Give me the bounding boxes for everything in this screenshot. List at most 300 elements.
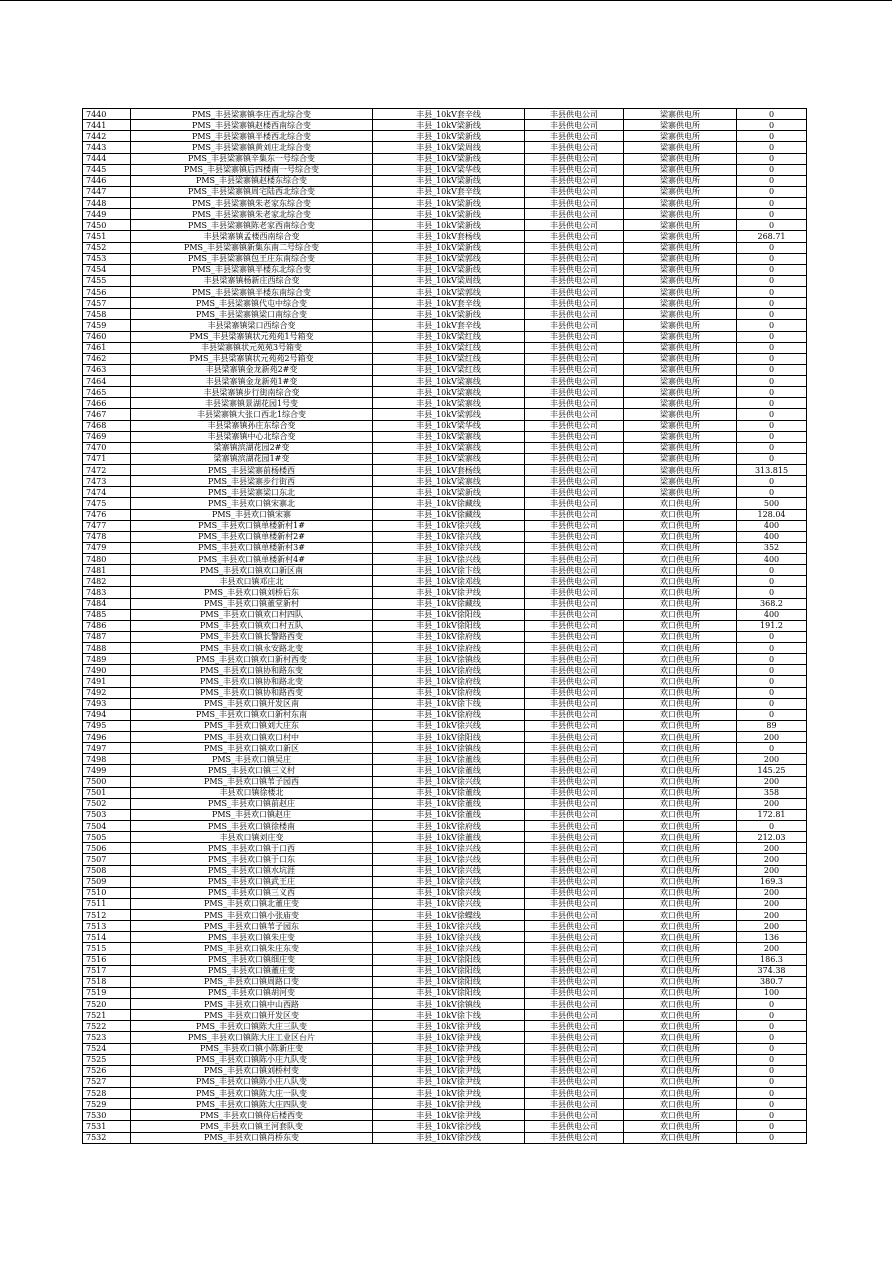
table-row — [83, 1010, 807, 1021]
table-row — [83, 698, 807, 709]
station-name-cell: PMS_丰县欢口镇陈小庄八队变 — [131, 1076, 373, 1087]
table-row — [83, 442, 807, 453]
station-name-cell: PMS_丰县梁寨镇周宅陆西北综合变 — [131, 186, 373, 197]
supply-station-cell: 欢口供电所 — [624, 1065, 737, 1076]
value-cell: 0 — [737, 120, 807, 131]
company-cell: 丰县供电公司 — [525, 453, 624, 464]
value-cell: 0 — [737, 342, 807, 353]
supply-station-cell: 梁寨供电所 — [624, 220, 737, 231]
company-cell: 丰县供电公司 — [525, 287, 624, 298]
table-row — [83, 253, 807, 264]
supply-station-cell: 梁寨供电所 — [624, 242, 737, 253]
station-name-cell: PMS_丰县梁寨镇梁口南综合变 — [131, 309, 373, 320]
table-row — [83, 275, 807, 286]
table-row — [83, 153, 807, 164]
supply-station-cell: 梁寨供电所 — [624, 387, 737, 398]
supply-station-cell: 欢口供电所 — [624, 720, 737, 731]
company-cell: 丰县供电公司 — [525, 1010, 624, 1021]
value-cell: 169.3 — [737, 876, 807, 887]
row-number-cell: 7498 — [83, 754, 131, 765]
value-cell: 0 — [737, 109, 807, 120]
supply-station-cell: 欢口供电所 — [624, 576, 737, 587]
feeder-line-cell: 丰县_10kV徐董线 — [373, 765, 525, 776]
table-row — [83, 554, 807, 565]
company-cell: 丰县供电公司 — [525, 732, 624, 743]
supply-station-cell: 欢口供电所 — [624, 910, 737, 921]
supply-station-cell: 梁寨供电所 — [624, 175, 737, 186]
company-cell: 丰县供电公司 — [525, 353, 624, 364]
station-name-cell: PMS_丰县梁寨镇代屯中综合变 — [131, 298, 373, 309]
supply-station-cell: 梁寨供电所 — [624, 298, 737, 309]
feeder-line-cell: 丰县_10kV徐府线 — [373, 687, 525, 698]
feeder-line-cell: 丰县_10kV梁郭线 — [373, 409, 525, 420]
supply-station-cell: 欢口供电所 — [624, 932, 737, 943]
row-number-cell: 7523 — [83, 1032, 131, 1043]
feeder-line-cell: 丰县_10kV梁郭线 — [373, 253, 525, 264]
row-number-cell: 7470 — [83, 442, 131, 453]
row-number-cell: 7522 — [83, 1021, 131, 1032]
table-row — [83, 398, 807, 409]
value-cell: 136 — [737, 932, 807, 943]
feeder-line-cell: 丰县_10kV徐兴线 — [373, 776, 525, 787]
value-cell: 0 — [737, 1132, 807, 1143]
row-number-cell: 7480 — [83, 554, 131, 565]
row-number-cell: 7482 — [83, 576, 131, 587]
station-name-cell: 梁寨镇滨湖花园2#变 — [131, 442, 373, 453]
row-number-cell: 7472 — [83, 465, 131, 476]
supply-station-cell: 梁寨供电所 — [624, 287, 737, 298]
row-number-cell: 7511 — [83, 898, 131, 909]
feeder-line-cell: 丰县_10kV徐尹线 — [373, 1076, 525, 1087]
feeder-line-cell: 丰县_10kV徐尹线 — [373, 1065, 525, 1076]
feeder-line-cell: 丰县_10kV徐尹线 — [373, 1088, 525, 1099]
supply-station-cell: 欢口供电所 — [624, 854, 737, 865]
table-row — [83, 609, 807, 620]
company-cell: 丰县供电公司 — [525, 876, 624, 887]
table-row — [83, 798, 807, 809]
feeder-line-cell: 丰县_10kV徐镇线 — [373, 743, 525, 754]
supply-station-cell: 梁寨供电所 — [624, 275, 737, 286]
row-number-cell: 7444 — [83, 153, 131, 164]
table-row — [83, 821, 807, 832]
row-number-cell: 7450 — [83, 220, 131, 231]
supply-station-cell: 欢口供电所 — [624, 809, 737, 820]
table-row — [83, 242, 807, 253]
supply-station-cell: 欢口供电所 — [624, 676, 737, 687]
value-cell: 0 — [737, 643, 807, 654]
feeder-line-cell: 丰县_10kV套辛线 — [373, 109, 525, 120]
station-name-cell: 丰县梁寨镇孟楼西南综合变 — [131, 231, 373, 242]
row-number-cell: 7461 — [83, 342, 131, 353]
supply-station-cell: 欢口供电所 — [624, 531, 737, 542]
supply-station-cell: 欢口供电所 — [624, 954, 737, 965]
value-cell: 0 — [737, 431, 807, 442]
value-cell: 0 — [737, 186, 807, 197]
station-name-cell: PMS_丰县梁寨镇李庄西北综合变 — [131, 109, 373, 120]
value-cell: 0 — [737, 253, 807, 264]
supply-station-cell: 梁寨供电所 — [624, 376, 737, 387]
company-cell: 丰县供电公司 — [525, 821, 624, 832]
value-cell: 0 — [737, 209, 807, 220]
value-cell: 400 — [737, 554, 807, 565]
station-name-cell: PMS_丰县欢口镇朱庄变 — [131, 932, 373, 943]
row-number-cell: 7452 — [83, 242, 131, 253]
feeder-line-cell: 丰县_10kV徐尹线 — [373, 1021, 525, 1032]
row-number-cell: 7500 — [83, 776, 131, 787]
value-cell: 0 — [737, 142, 807, 153]
row-number-cell: 7527 — [83, 1076, 131, 1087]
supply-station-cell: 梁寨供电所 — [624, 120, 737, 131]
feeder-line-cell: 丰县_10kV徐兴线 — [373, 720, 525, 731]
station-name-cell: PMS_丰县欢口镇欢口村五队 — [131, 620, 373, 631]
station-name-cell: PMS_丰县欢口镇董庄变 — [131, 965, 373, 976]
table-row — [83, 676, 807, 687]
row-number-cell: 7481 — [83, 565, 131, 576]
value-cell: 0 — [737, 442, 807, 453]
feeder-line-cell: 丰县_10kV徐藏线 — [373, 598, 525, 609]
row-number-cell: 7493 — [83, 698, 131, 709]
company-cell: 丰县供电公司 — [525, 1110, 624, 1121]
company-cell: 丰县供电公司 — [525, 854, 624, 865]
company-cell: 丰县供电公司 — [525, 264, 624, 275]
station-name-cell: PMS_丰县欢口镇水坑涯 — [131, 865, 373, 876]
company-cell: 丰县供电公司 — [525, 1054, 624, 1065]
value-cell: 200 — [737, 921, 807, 932]
company-cell: 丰县供电公司 — [525, 676, 624, 687]
supply-station-cell: 梁寨供电所 — [624, 420, 737, 431]
supply-station-cell: 梁寨供电所 — [624, 142, 737, 153]
table-row — [83, 1021, 807, 1032]
value-cell: 0 — [737, 1010, 807, 1021]
supply-station-cell: 欢口供电所 — [624, 832, 737, 843]
transformer-table — [82, 108, 807, 1144]
station-name-cell: PMS_丰县梁寨镇包王庄东南综合变 — [131, 253, 373, 264]
company-cell: 丰县供电公司 — [525, 231, 624, 242]
supply-station-cell: 欢口供电所 — [624, 1054, 737, 1065]
feeder-line-cell: 丰县_10kV梁寨线 — [373, 431, 525, 442]
station-name-cell: PMS_丰县梁寨镇赵楼西南综合变 — [131, 120, 373, 131]
station-name-cell: PMS_丰县欢口镇单楼新村1# — [131, 520, 373, 531]
company-cell: 丰县供电公司 — [525, 609, 624, 620]
station-name-cell: 丰县欢口镇邓庄北 — [131, 576, 373, 587]
row-number-cell: 7518 — [83, 976, 131, 987]
table-row — [83, 1076, 807, 1087]
row-number-cell: 7530 — [83, 1110, 131, 1121]
company-cell: 丰县供电公司 — [525, 1088, 624, 1099]
supply-station-cell: 梁寨供电所 — [624, 398, 737, 409]
company-cell: 丰县供电公司 — [525, 631, 624, 642]
table-row — [83, 1032, 807, 1043]
row-number-cell: 7516 — [83, 954, 131, 965]
company-cell: 丰县供电公司 — [525, 253, 624, 264]
company-cell: 丰县供电公司 — [525, 420, 624, 431]
supply-station-cell: 梁寨供电所 — [624, 131, 737, 142]
value-cell: 200 — [737, 732, 807, 743]
table-row — [83, 732, 807, 743]
value-cell: 0 — [737, 1088, 807, 1099]
company-cell: 丰县供电公司 — [525, 342, 624, 353]
company-cell: 丰县供电公司 — [525, 843, 624, 854]
feeder-line-cell: 丰县_10kV梁新线 — [373, 220, 525, 231]
table-row — [83, 431, 807, 442]
station-name-cell: PMS_丰县欢口镇永安路北变 — [131, 643, 373, 654]
row-number-cell: 7520 — [83, 999, 131, 1010]
row-number-cell: 7488 — [83, 643, 131, 654]
table-row — [83, 598, 807, 609]
value-cell: 89 — [737, 720, 807, 731]
row-number-cell: 7478 — [83, 531, 131, 542]
feeder-line-cell: 丰县_10kV徐尹线 — [373, 1032, 525, 1043]
company-cell: 丰县供电公司 — [525, 175, 624, 186]
supply-station-cell: 梁寨供电所 — [624, 342, 737, 353]
supply-station-cell: 梁寨供电所 — [624, 209, 737, 220]
company-cell: 丰县供电公司 — [525, 620, 624, 631]
table-row — [83, 342, 807, 353]
row-number-cell: 7505 — [83, 832, 131, 843]
supply-station-cell: 欢口供电所 — [624, 821, 737, 832]
supply-station-cell: 欢口供电所 — [624, 787, 737, 798]
value-cell: 186.3 — [737, 954, 807, 965]
company-cell: 丰县供电公司 — [525, 887, 624, 898]
table-row — [83, 754, 807, 765]
supply-station-cell: 梁寨供电所 — [624, 309, 737, 320]
table-row — [83, 765, 807, 776]
station-name-cell: PMS_丰县欢口镇宋寨北 — [131, 498, 373, 509]
station-name-cell: PMS_丰县梁寨镇黄刘庄北综合变 — [131, 142, 373, 153]
supply-station-cell: 欢口供电所 — [624, 1043, 737, 1054]
row-number-cell: 7467 — [83, 409, 131, 420]
feeder-line-cell: 丰县_10kV徐尹线 — [373, 1110, 525, 1121]
table-row — [83, 976, 807, 987]
company-cell: 丰县供电公司 — [525, 965, 624, 976]
row-number-cell: 7477 — [83, 520, 131, 531]
supply-station-cell: 梁寨供电所 — [624, 453, 737, 464]
feeder-line-cell: 丰县_10kV徐尹线 — [373, 587, 525, 598]
feeder-line-cell: 丰县_10kV徐董线 — [373, 809, 525, 820]
value-cell: 200 — [737, 854, 807, 865]
supply-station-cell: 欢口供电所 — [624, 1010, 737, 1021]
station-name-cell: PMS_丰县欢口镇协和路北变 — [131, 676, 373, 687]
station-name-cell: PMS_丰县梁寨镇新集东南二号综合变 — [131, 242, 373, 253]
feeder-line-cell: 丰县_10kV徐董线 — [373, 832, 525, 843]
row-number-cell: 7515 — [83, 943, 131, 954]
company-cell: 丰县供电公司 — [525, 298, 624, 309]
station-name-cell: PMS_丰县欢口镇于口东 — [131, 854, 373, 865]
feeder-line-cell: 丰县_10kV梁华线 — [373, 420, 525, 431]
feeder-line-cell: 丰县_10kV梁新线 — [373, 264, 525, 275]
table-row — [83, 631, 807, 642]
row-number-cell: 7503 — [83, 809, 131, 820]
feeder-line-cell: 丰县_10kV徐董线 — [373, 754, 525, 765]
company-cell: 丰县供电公司 — [525, 331, 624, 342]
company-cell: 丰县供电公司 — [525, 153, 624, 164]
company-cell: 丰县供电公司 — [525, 209, 624, 220]
company-cell: 丰县供电公司 — [525, 465, 624, 476]
feeder-line-cell: 丰县_10kV梁新线 — [373, 242, 525, 253]
value-cell: 0 — [737, 320, 807, 331]
company-cell: 丰县供电公司 — [525, 687, 624, 698]
table-row — [83, 910, 807, 921]
station-name-cell: PMS_丰县欢口镇于口西 — [131, 843, 373, 854]
row-number-cell: 7455 — [83, 275, 131, 286]
station-name-cell: PMS_丰县欢口镇细庄变 — [131, 954, 373, 965]
table-row — [83, 987, 807, 998]
company-cell: 丰县供电公司 — [525, 387, 624, 398]
feeder-line-cell: 丰县_10kV梁新线 — [373, 153, 525, 164]
table-row — [83, 331, 807, 342]
table-row — [83, 1110, 807, 1121]
value-cell: 500 — [737, 498, 807, 509]
feeder-line-cell: 丰县_10kV徐沙线 — [373, 1132, 525, 1143]
station-name-cell: PMS_丰县欢口镇开发区南 — [131, 698, 373, 709]
value-cell: 200 — [737, 843, 807, 854]
value-cell: 191.2 — [737, 620, 807, 631]
company-cell: 丰县供电公司 — [525, 910, 624, 921]
supply-station-cell: 梁寨供电所 — [624, 253, 737, 264]
row-number-cell: 7475 — [83, 498, 131, 509]
station-name-cell: PMS_丰县欢口镇三义西 — [131, 887, 373, 898]
company-cell: 丰县供电公司 — [525, 932, 624, 943]
row-number-cell: 7513 — [83, 921, 131, 932]
table-row — [83, 298, 807, 309]
station-name-cell: PMS_丰县梁寨镇半楼东北综合变 — [131, 264, 373, 275]
company-cell: 丰县供电公司 — [525, 565, 624, 576]
value-cell: 212.03 — [737, 832, 807, 843]
value-cell: 0 — [737, 576, 807, 587]
row-number-cell: 7471 — [83, 453, 131, 464]
feeder-line-cell: 丰县_10kV梁寨线 — [373, 476, 525, 487]
value-cell: 0 — [737, 364, 807, 375]
row-number-cell: 7514 — [83, 932, 131, 943]
feeder-line-cell: 丰县_10kV套辛线 — [373, 320, 525, 331]
value-cell: 268.71 — [737, 231, 807, 242]
row-number-cell: 7441 — [83, 120, 131, 131]
company-cell: 丰县供电公司 — [525, 131, 624, 142]
station-name-cell: PMS_丰县欢口镇陈小庄九队变 — [131, 1054, 373, 1065]
value-cell: 172.81 — [737, 809, 807, 820]
supply-station-cell: 欢口供电所 — [624, 1110, 737, 1121]
value-cell: 0 — [737, 631, 807, 642]
value-cell: 128.04 — [737, 509, 807, 520]
feeder-line-cell: 丰县_10kV徐兴线 — [373, 887, 525, 898]
row-number-cell: 7526 — [83, 1065, 131, 1076]
row-number-cell: 7490 — [83, 665, 131, 676]
feeder-line-cell: 丰县_10kV徐尹线 — [373, 1043, 525, 1054]
company-cell: 丰县供电公司 — [525, 1021, 624, 1032]
supply-station-cell: 梁寨供电所 — [624, 364, 737, 375]
table-row — [83, 965, 807, 976]
value-cell: 0 — [737, 676, 807, 687]
value-cell: 0 — [737, 1043, 807, 1054]
table-row — [83, 231, 807, 242]
station-name-cell: PMS_丰县欢口镇朱庄东变 — [131, 943, 373, 954]
feeder-line-cell: 丰县_10kV梁华线 — [373, 164, 525, 175]
station-name-cell: PMS_丰县欢口镇陈大庄一队变 — [131, 1088, 373, 1099]
company-cell: 丰县供电公司 — [525, 720, 624, 731]
value-cell: 0 — [737, 309, 807, 320]
feeder-line-cell: 丰县_10kV徐邓线 — [373, 576, 525, 587]
value-cell: 0 — [737, 565, 807, 576]
value-cell: 100 — [737, 987, 807, 998]
station-name-cell: PMS_丰县欢口镇苇子园东 — [131, 921, 373, 932]
value-cell: 200 — [737, 776, 807, 787]
row-number-cell: 7487 — [83, 631, 131, 642]
value-cell: 400 — [737, 531, 807, 542]
feeder-line-cell: 丰县_10kV梁寨线 — [373, 453, 525, 464]
supply-station-cell: 梁寨供电所 — [624, 320, 737, 331]
value-cell: 0 — [737, 587, 807, 598]
table-row — [83, 198, 807, 209]
feeder-line-cell: 丰县_10kV徐府线 — [373, 631, 525, 642]
table-row — [83, 387, 807, 398]
row-number-cell: 7494 — [83, 709, 131, 720]
company-cell: 丰县供电公司 — [525, 1032, 624, 1043]
row-number-cell: 7449 — [83, 209, 131, 220]
supply-station-cell: 梁寨供电所 — [624, 153, 737, 164]
table-row — [83, 954, 807, 965]
station-name-cell: PMS_丰县欢口镇单楼新村3# — [131, 542, 373, 553]
feeder-line-cell: 丰县_10kV梁寨线 — [373, 376, 525, 387]
company-cell: 丰县供电公司 — [525, 898, 624, 909]
company-cell: 丰县供电公司 — [525, 754, 624, 765]
table-row — [83, 943, 807, 954]
table-row — [83, 687, 807, 698]
value-cell: 0 — [737, 376, 807, 387]
station-name-cell: PMS_丰县欢口镇肖桥东变 — [131, 1132, 373, 1143]
feeder-line-cell: 丰县_10kV梁郭线 — [373, 287, 525, 298]
table-row — [83, 320, 807, 331]
value-cell: 0 — [737, 709, 807, 720]
table-row — [83, 620, 807, 631]
table-row — [83, 843, 807, 854]
supply-station-cell: 梁寨供电所 — [624, 476, 737, 487]
value-cell: 200 — [737, 898, 807, 909]
station-name-cell: PMS_丰县梁寨梁口东北 — [131, 487, 373, 498]
feeder-line-cell: 丰县_10kV梁新线 — [373, 198, 525, 209]
supply-station-cell: 梁寨供电所 — [624, 353, 737, 364]
value-cell: 0 — [737, 698, 807, 709]
value-cell: 0 — [737, 665, 807, 676]
row-number-cell: 7519 — [83, 987, 131, 998]
supply-station-cell: 梁寨供电所 — [624, 409, 737, 420]
row-number-cell: 7528 — [83, 1088, 131, 1099]
station-name-cell: PMS_丰县欢口镇小陈新庄变 — [131, 1043, 373, 1054]
company-cell: 丰县供电公司 — [525, 765, 624, 776]
company-cell: 丰县供电公司 — [525, 431, 624, 442]
table-row — [83, 287, 807, 298]
table-row — [83, 542, 807, 553]
station-name-cell: PMS_丰县欢口镇单楼新村2# — [131, 531, 373, 542]
company-cell: 丰县供电公司 — [525, 1099, 624, 1110]
table-row — [83, 1043, 807, 1054]
row-number-cell: 7489 — [83, 654, 131, 665]
value-cell: 380.7 — [737, 976, 807, 987]
company-cell: 丰县供电公司 — [525, 109, 624, 120]
supply-station-cell: 欢口供电所 — [624, 887, 737, 898]
feeder-line-cell: 丰县_10kV徐兴线 — [373, 542, 525, 553]
value-cell: 0 — [737, 1099, 807, 1110]
value-cell: 0 — [737, 453, 807, 464]
table-row — [83, 565, 807, 576]
station-name-cell: PMS_丰县欢口镇吴庄 — [131, 754, 373, 765]
table-row — [83, 220, 807, 231]
table-row — [83, 476, 807, 487]
company-cell: 丰县供电公司 — [525, 442, 624, 453]
station-name-cell: PMS_丰县欢口镇徐楼南 — [131, 821, 373, 832]
station-name-cell: PMS_丰县欢口镇苇子园西 — [131, 776, 373, 787]
table-body — [83, 109, 807, 1144]
feeder-line-cell: 丰县_10kV徐兴线 — [373, 554, 525, 565]
